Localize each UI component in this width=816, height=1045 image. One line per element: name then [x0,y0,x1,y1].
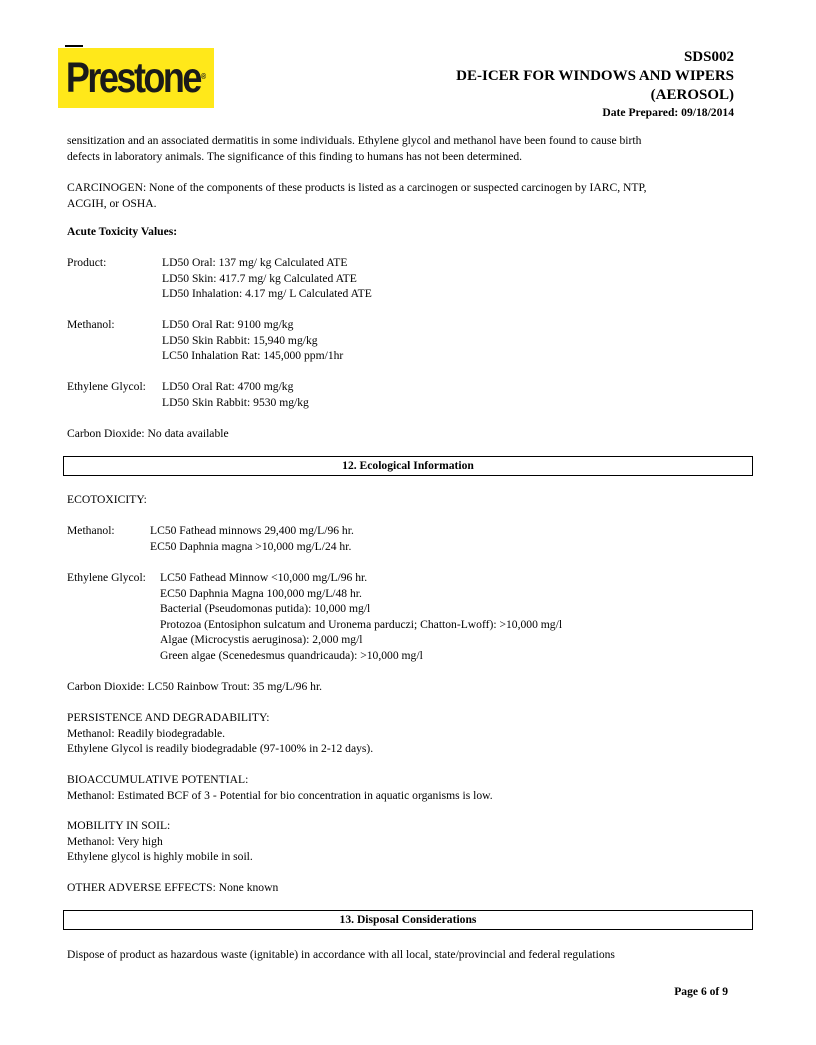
logo-wordmark: Prestone® [65,53,207,102]
ecotox-value: EC50 Daphnia Magna 100,000 mg/L/48 hr. [160,586,362,600]
product-title-line2: (AEROSOL) [650,87,734,103]
bioaccumulative-block [67,772,757,803]
ecotox-value: EC50 Daphnia magna >10,000 mg/L/24 hr. [150,539,352,553]
methanol-toxicity-block [67,317,757,364]
toxicity-value: LD50 Skin Rabbit: 15,940 mg/kg [162,333,318,347]
methanol-ecotox-values [150,523,354,554]
logo-mark-bar [65,45,83,47]
ecotox-value: Green algae (Scenedesmus quandricauda): >10,000 mg/l [160,648,423,662]
carcinogen-line: CARCINOGEN: None of the components of these products is listed as a carcinogen or suspected carcinogen by IARC, NTP, [67,181,647,194]
ecotox-value: LC50 Fathead Minnow <10,000 mg/L/96 hr. [160,571,368,584]
date-value: 09/18/2014 [681,106,734,119]
ethylene-glycol-toxicity-block [67,379,757,410]
product-values [162,255,372,302]
doc-code: SDS002 [683,49,734,65]
ethylene-glycol-ecotox-values [160,570,562,663]
product-title-line1: DE-ICER FOR WINDOWS AND WIPERS [456,68,734,84]
toxicity-value: LD50 Skin: 417.7 mg/ kg Calculated ATE [162,271,357,285]
ecotox-value: LC50 Fathead minnows 29,400 mg/L/96 hr. [150,524,354,537]
mobility-heading: MOBILITY IN SOIL: [67,819,171,832]
prestone-logo [58,48,214,108]
persistence-line: Methanol: Readily biodegradable. [67,726,226,740]
persistence-block [67,710,757,757]
carcinogen-line: ACGIH, or OSHA. [67,196,157,210]
persistence-line: Ethylene Glycol is readily biodegradable (97-100% in 2-12 days). [67,742,374,755]
product-label: Product: [67,256,107,269]
date-prepared [602,105,734,121]
mobility-block [67,818,757,865]
section-12-header: 12. Ecological Information [63,456,753,476]
persistence-heading: PERSISTENCE AND DEGRADABILITY: [67,711,270,724]
methanol-values [162,317,343,364]
ethylene-glycol-label: Ethylene Glycol: [67,380,146,393]
methanol-label: Methanol: [67,318,115,331]
methanol-ecotox-block [67,523,757,554]
product-toxicity-block [67,255,757,302]
ecotox-value: Algae (Microcystis aeruginosa): 2,000 mg/l [160,633,363,646]
ecotox-value: Bacterial (Pseudomonas putida): 10,000 mg/l [160,602,371,615]
methanol-label: Methanol: [67,524,115,537]
toxicity-value: LD50 Inhalation: 4.17 mg/ L Calculated ATE [162,287,372,300]
mobility-line: Ethylene glycol is highly mobile in soil. [67,850,253,863]
date-label: Date Prepared: [602,106,679,119]
bioaccumulative-line: Methanol: Estimated BCF of 3 - Potential for bio concentration in aquatic organisms is low. [67,788,493,802]
page-number: Page 6 of 9 [674,985,728,998]
ecotoxicity-heading: ECOTOXICITY: [67,493,147,506]
toxicity-value: LD50 Skin Rabbit: 9530 mg/kg [162,395,309,409]
disposal-text: Dispose of product as hazardous waste (ignitable) in accordance with all local, state/provincial and federal regulations [67,948,615,961]
ethylene-glycol-values [162,379,309,410]
other-adverse-effects: OTHER ADVERSE EFFECTS: None known [67,881,279,894]
toxicity-value: LD50 Oral Rat: 4700 mg/kg [162,380,294,393]
section-13-header: 13. Disposal Considerations [63,910,753,930]
toxicity-value: LD50 Oral: 137 mg/ kg Calculated ATE [162,256,348,269]
intro-line: sensitization and an associated dermatitis in some individuals. Ethylene glycol and methanol have been found to cause birth [67,134,642,147]
mobility-line: Methanol: Very high [67,834,163,848]
ethylene-glycol-ecotox-block [67,570,757,663]
ecotox-value: Protozoa (Entosiphon sulcatum and Uronema parduczi; Chatton-Lwoff): >10,000 mg/l [160,617,563,631]
co2-ecotox: Carbon Dioxide: LC50 Rainbow Trout: 35 mg/L/96 hr. [67,680,323,693]
ethylene-glycol-label: Ethylene Glycol: [67,571,146,584]
toxicity-value: LC50 Inhalation Rat: 145,000 ppm/1hr [162,349,344,362]
toxicity-value: LD50 Oral Rat: 9100 mg/kg [162,318,294,331]
co2-toxicity: Carbon Dioxide: No data available [67,427,229,440]
acute-toxicity-heading: Acute Toxicity Values: [67,225,178,238]
bioaccumulative-heading: BIOACCUMULATIVE POTENTIAL: [67,773,249,786]
intro-paragraph [67,133,757,164]
carcinogen-paragraph [67,180,757,211]
intro-line: defects in laboratory animals. The significance of this finding to humans has not been determined. [67,149,523,163]
